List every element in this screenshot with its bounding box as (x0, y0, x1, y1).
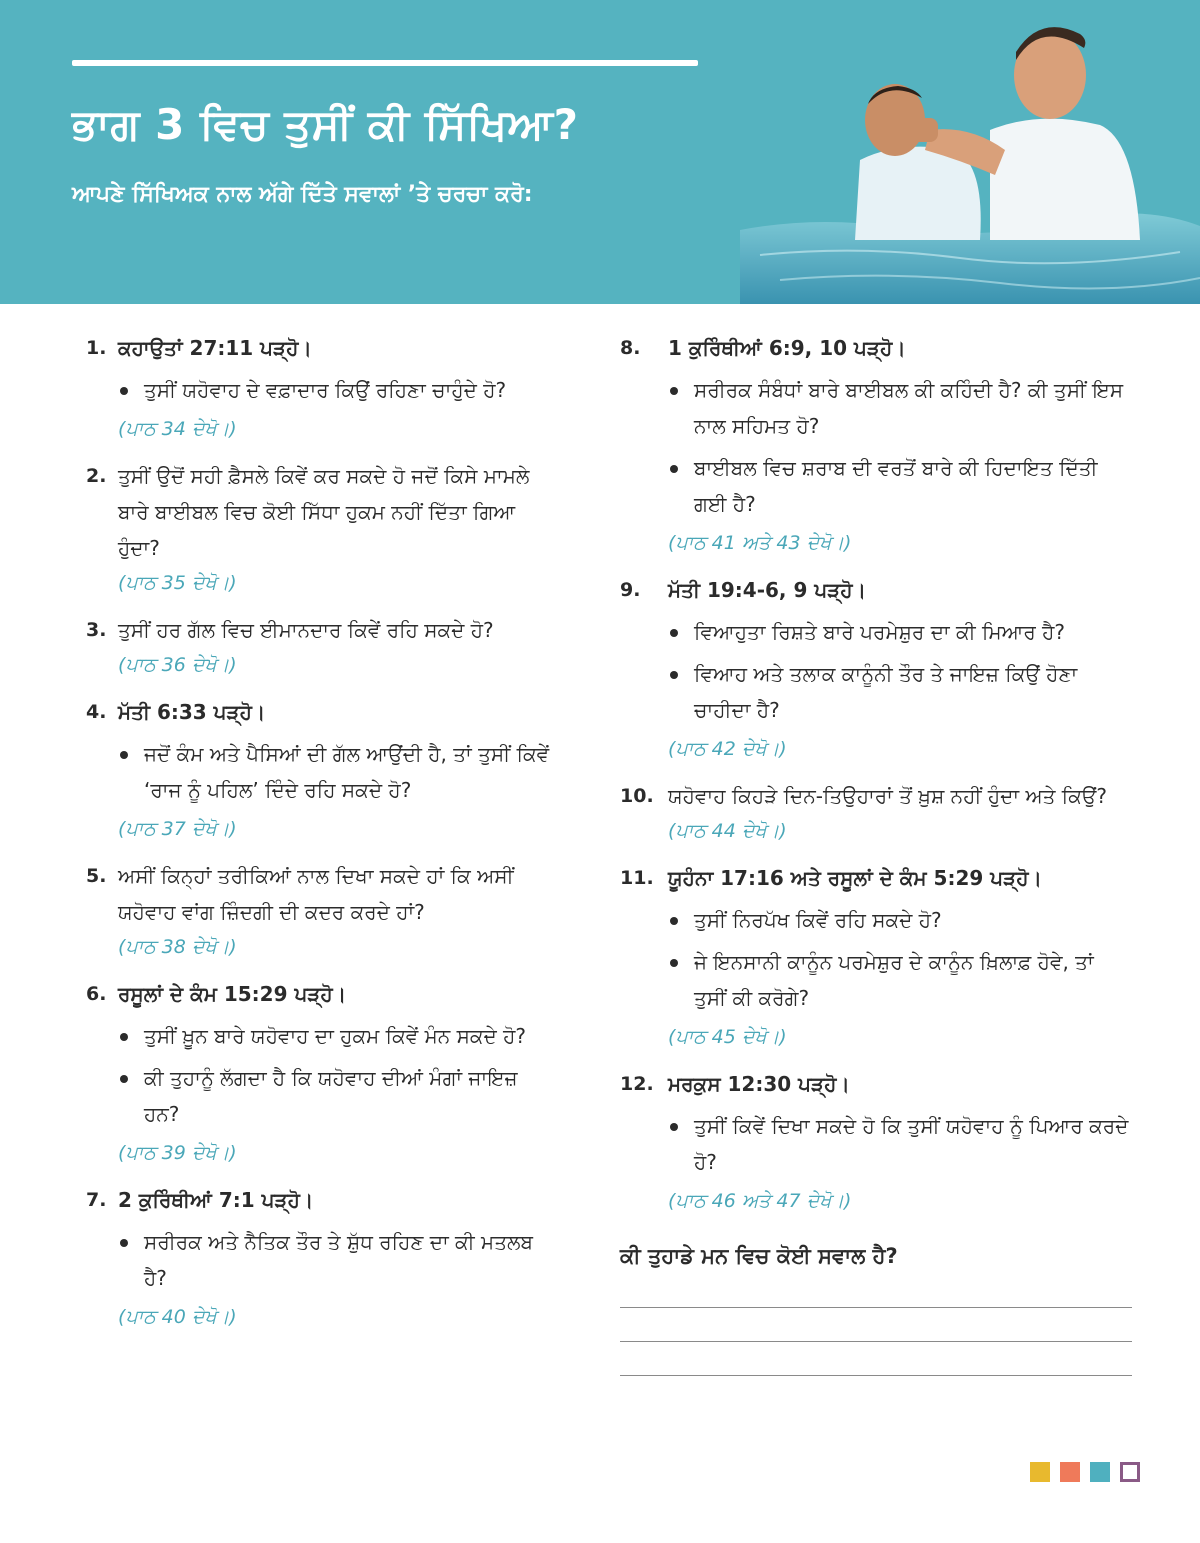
question-number: 12. (620, 1073, 654, 1095)
question-text: ਯੂਹੰਨਾ 17:16 ਅਤੇ ਰਸੂਲਾਂ ਦੇ ਕੰਮ 5:29 ਪੜ੍ਹੋ। (668, 866, 1042, 890)
bullet-icon (670, 465, 678, 473)
question-text: 2 ਕੁਰਿੰਥੀਆਂ 7:1 ਪੜ੍ਹੋ। (118, 1188, 314, 1212)
question-bullet: ਵਿਆਹੁਤਾ ਰਿਸ਼ਤੇ ਬਾਰੇ ਪਰਮੇਸ਼ੁਰ ਦਾ ਕੀ ਮਿਆਰ ਹੈ? (668, 614, 1132, 650)
question-text: ਮੱਤੀ 6:33 ਪੜ੍ਹੋ। (118, 700, 266, 724)
question-bullet: ਤੁਸੀਂ ਕਿਵੇਂ ਦਿਖਾ ਸਕਦੇ ਹੋ ਕਿ ਤੁਸੀਂ ਯਹੋਵਾਹ ਨੂੰ ਪਿਆਰ ਕਰਦੇ ਹੋ? (668, 1108, 1132, 1180)
question-12 (620, 1066, 1132, 1216)
color-squares (1030, 1462, 1140, 1482)
question-7 (86, 1182, 556, 1332)
answer-line-1[interactable] (620, 1307, 1132, 1308)
question-6 (86, 976, 556, 1168)
question-bullet: ਤੁਸੀਂ ਖ਼ੂਨ ਬਾਰੇ ਯਹੋਵਾਹ ਦਾ ਹੁਕਮ ਕਿਵੇਂ ਮੰਨ ਸਕਦੇ ਹੋ? (118, 1018, 556, 1054)
bullet-icon (670, 959, 678, 967)
header-rule (72, 60, 698, 66)
page-subtitle: ਆਪਣੇ ਸਿੱਖਿਅਕ ਨਾਲ ਅੱਗੇ ਦਿੱਤੇ ਸਵਾਲਾਂ ’ਤੇ ਚਰਚਾ ਕਰੋ: (72, 182, 533, 207)
question-11 (620, 860, 1132, 1052)
baptism-illustration (740, 0, 1200, 304)
question-bullet: ਤੁਸੀਂ ਨਿਰਪੱਖ ਕਿਵੇਂ ਰਹਿ ਸਕਦੇ ਹੋ? (668, 902, 1132, 938)
question-bullet: ਬਾਈਬਲ ਵਿਚ ਸ਼ਰਾਬ ਦੀ ਵਰਤੋਂ ਬਾਰੇ ਕੀ ਹਿਦਾਇਤ ਦਿੱਤੀ ਗਈ ਹੈ? (668, 450, 1132, 522)
closing-question: ਕੀ ਤੁਹਾਡੇ ਮਨ ਵਿਚ ਕੋਈ ਸਵਾਲ ਹੈ? (620, 1244, 898, 1268)
question-number: 2. (86, 465, 107, 487)
lesson-reference: (ਪਾਠ 36 ਦੇਖੋ।) (118, 654, 237, 676)
question-bullet: ਵਿਆਹ ਅਤੇ ਤਲਾਕ ਕਾਨੂੰਨੀ ਤੌਰ ਤੇ ਜਾਇਜ਼ ਕਿਉਂ ਹੋਣਾ ਚਾਹੀਦਾ ਹੈ? (668, 656, 1132, 728)
bullet-icon (670, 387, 678, 395)
question-bullet: ਜੇ ਇਨਸਾਨੀ ਕਾਨੂੰਨ ਪਰਮੇਸ਼ੁਰ ਦੇ ਕਾਨੂੰਨ ਖ਼ਿਲਾਫ਼ ਹੋਵੇ, ਤਾਂ ਤੁਸੀਂ ਕੀ ਕਰੋਗੇ? (668, 944, 1132, 1016)
lesson-reference: (ਪਾਠ 37 ਦੇਖੋ।) (118, 818, 237, 840)
lesson-reference: (ਪਾਠ 42 ਦੇਖੋ।) (668, 738, 787, 760)
question-number: 4. (86, 701, 107, 723)
question-5 (86, 858, 556, 962)
question-number: 8. (620, 337, 641, 359)
lesson-reference: (ਪਾਠ 40 ਦੇਖੋ।) (118, 1306, 237, 1328)
question-number: 1. (86, 337, 107, 359)
question-text: ਮੱਤੀ 19:4-6, 9 ਪੜ੍ਹੋ। (668, 578, 867, 602)
bullet-icon (120, 1239, 128, 1247)
question-8 (620, 330, 1132, 558)
question-text: ਰਸੂਲਾਂ ਦੇ ਕੰਮ 15:29 ਪੜ੍ਹੋ। (118, 982, 347, 1006)
bullet-icon (670, 629, 678, 637)
outline-square-icon (1120, 1462, 1140, 1482)
lesson-reference: (ਪਾਠ 35 ਦੇਖੋ।) (118, 572, 237, 594)
question-bullet: ਸਰੀਰਕ ਅਤੇ ਨੈਤਿਕ ਤੌਰ ਤੇ ਸ਼ੁੱਧ ਰਹਿਣ ਦਾ ਕੀ ਮਤਲਬ ਹੈ? (118, 1224, 556, 1296)
yellow-square-icon (1030, 1462, 1050, 1482)
question-bullet: ਕੀ ਤੁਹਾਨੂੰ ਲੱਗਦਾ ਹੈ ਕਿ ਯਹੋਵਾਹ ਦੀਆਂ ਮੰਗਾਂ ਜਾਇਜ਼ ਹਨ? (118, 1060, 556, 1132)
bullet-icon (670, 671, 678, 679)
question-text: 1 ਕੁਰਿੰਥੀਆਂ 6:9, 10 ਪੜ੍ਹੋ। (668, 336, 906, 360)
bullet-icon (120, 1075, 128, 1083)
question-number: 7. (86, 1189, 107, 1211)
lesson-reference: (ਪਾਠ 34 ਦੇਖੋ।) (118, 418, 237, 440)
question-text: ਤੁਸੀਂ ਉਦੋਂ ਸਹੀ ਫ਼ੈਸਲੇ ਕਿਵੇਂ ਕਰ ਸਕਦੇ ਹੋ ਜਦੋਂ ਕਿਸੇ ਮਾਮਲੇ ਬਾਰੇ ਬਾਈਬਲ ਵਿਚ ਕੋਈ ਸਿੱਧਾ ਹੁਕਮ ਨਹੀਂ ਦਿੱਤਾ ਗਿਆ ਹੁੰਦਾ? (118, 464, 530, 560)
lesson-reference: (ਪਾਠ 39 ਦੇਖੋ।) (118, 1142, 237, 1164)
questions-left-column (86, 330, 556, 1346)
question-number: 11. (620, 867, 654, 889)
bullet-icon (120, 387, 128, 395)
question-text: ਯਹੋਵਾਹ ਕਿਹੜੇ ਦਿਨ-ਤਿਉਹਾਰਾਂ ਤੋਂ ਖ਼ੁਸ਼ ਨਹੀਂ ਹੁੰਦਾ ਅਤੇ ਕਿਉਂ? (668, 784, 1107, 808)
question-4 (86, 694, 556, 844)
orange-square-icon (1060, 1462, 1080, 1482)
question-text: ਮਰਕੁਸ 12:30 ਪੜ੍ਹੋ। (668, 1072, 850, 1096)
questions-right-column (620, 330, 1132, 1376)
header-banner (0, 0, 1200, 304)
question-3 (86, 612, 556, 680)
question-bullet: ਤੁਸੀਂ ਯਹੋਵਾਹ ਦੇ ਵਫ਼ਾਦਾਰ ਕਿਉਂ ਰਹਿਣਾ ਚਾਹੁੰਦੇ ਹੋ? (118, 372, 556, 408)
question-text: ਕਹਾਉਤਾਂ 27:11 ਪੜ੍ਹੋ। (118, 336, 312, 360)
lesson-reference: (ਪਾਠ 46 ਅਤੇ 47 ਦੇਖੋ।) (668, 1190, 852, 1212)
question-number: 10. (620, 785, 654, 807)
question-10 (620, 778, 1132, 846)
question-bullet: ਜਦੋਂ ਕੰਮ ਅਤੇ ਪੈਸਿਆਂ ਦੀ ਗੱਲ ਆਉਂਦੀ ਹੈ, ਤਾਂ ਤੁਸੀਂ ਕਿਵੇਂ ‘ਰਾਜ ਨੂੰ ਪਹਿਲ’ ਦਿੰਦੇ ਰਹਿ ਸਕਦੇ ਹੋ? (118, 736, 556, 808)
question-2 (86, 458, 556, 598)
question-9 (620, 572, 1132, 764)
lesson-reference: (ਪਾਠ 45 ਦੇਖੋ।) (668, 1026, 787, 1048)
answer-line-3[interactable] (620, 1375, 1132, 1376)
question-number: 5. (86, 865, 107, 887)
bullet-icon (120, 751, 128, 759)
teal-square-icon (1090, 1462, 1110, 1482)
lesson-reference: (ਪਾਠ 41 ਅਤੇ 43 ਦੇਖੋ।) (668, 532, 852, 554)
question-number: 6. (86, 983, 107, 1005)
question-text: ਅਸੀਂ ਕਿਨ੍ਹਾਂ ਤਰੀਕਿਆਂ ਨਾਲ ਦਿਖਾ ਸਕਦੇ ਹਾਂ ਕਿ ਅਸੀਂ ਯਹੋਵਾਹ ਵਾਂਗ ਜ਼ਿੰਦਗੀ ਦੀ ਕਦਰ ਕਰਦੇ ਹਾਂ? (118, 864, 514, 924)
question-1 (86, 330, 556, 444)
question-number: 9. (620, 579, 641, 601)
lesson-reference: (ਪਾਠ 38 ਦੇਖੋ।) (118, 936, 237, 958)
page-title: ਭਾਗ 3 ਵਿਚ ਤੁਸੀਂ ਕੀ ਸਿੱਖਿਆ? (72, 100, 579, 149)
lesson-reference: (ਪਾਠ 44 ਦੇਖੋ।) (668, 820, 787, 842)
bullet-icon (120, 1033, 128, 1041)
question-number: 3. (86, 619, 107, 641)
question-bullet: ਸਰੀਰਕ ਸੰਬੰਧਾਂ ਬਾਰੇ ਬਾਈਬਲ ਕੀ ਕਹਿੰਦੀ ਹੈ? ਕੀ ਤੁਸੀਂ ਇਸ ਨਾਲ ਸਹਿਮਤ ਹੋ? (668, 372, 1132, 444)
answer-line-2[interactable] (620, 1341, 1132, 1342)
question-text: ਤੁਸੀਂ ਹਰ ਗੱਲ ਵਿਚ ਈਮਾਨਦਾਰ ਕਿਵੇਂ ਰਹਿ ਸਕਦੇ ਹੋ? (118, 618, 494, 642)
bullet-icon (670, 917, 678, 925)
bullet-icon (670, 1123, 678, 1131)
